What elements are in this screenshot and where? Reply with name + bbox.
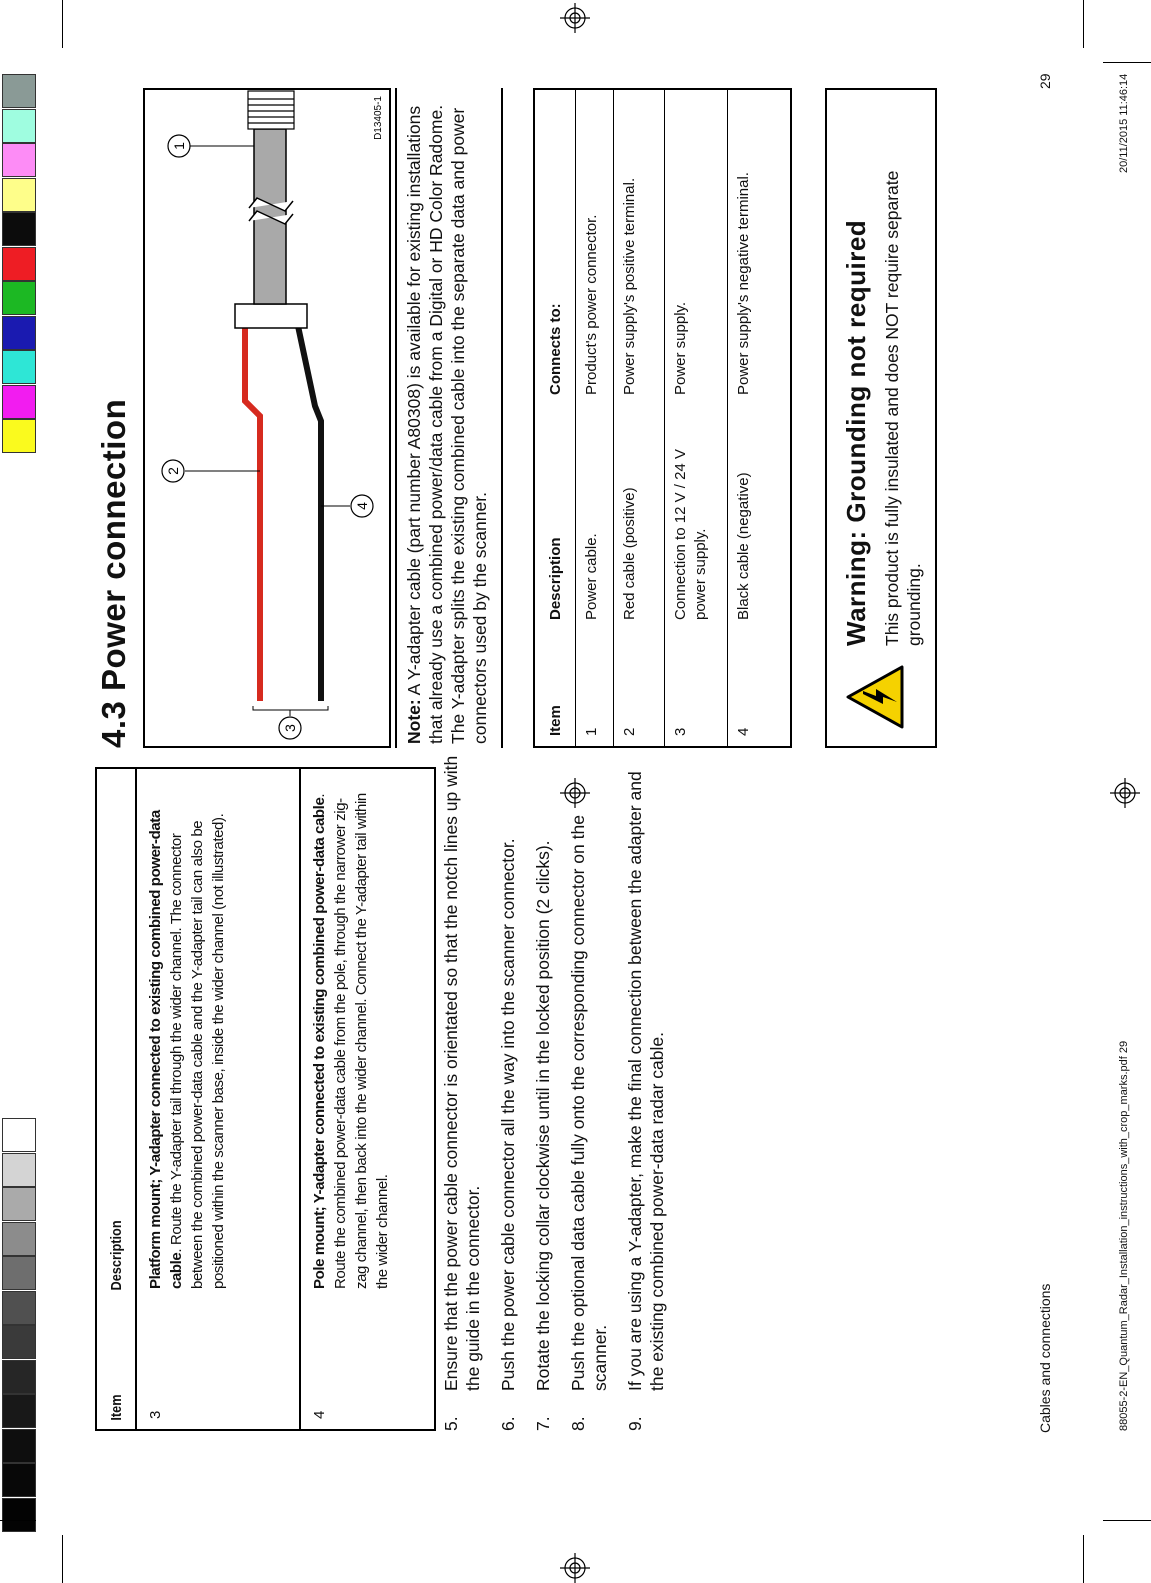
table-cell-item: 3	[665, 630, 728, 747]
print-slug-filename: 88055-2-EN_Quantum_Radar_Installation_instructions_with_crop_marks.pdf 29	[1118, 1040, 1130, 1431]
step-number: 6.	[498, 1416, 518, 1431]
table-header-description: Description	[96, 848, 136, 1299]
table-cell-description: Black cable (negative)	[728, 405, 792, 630]
note	[395, 88, 503, 748]
step-text: Push the optional data cable fully onto the corresponding connector on the scanner.	[568, 815, 610, 1391]
power-connector	[248, 91, 294, 129]
step-text: Rotate the locking collar clockwise until in the locked position (2 clicks).	[533, 840, 553, 1391]
table-cell-connects: Power supply's negative terminal.	[728, 89, 792, 405]
bracket	[253, 706, 328, 716]
table-row	[576, 89, 614, 747]
description-text: . Route the combined power-data cable from the pole, through the narrower zig-zag channel, then back into the wider channel. Connect the Y-adapter tail within the wider channel.	[311, 793, 391, 1289]
callout-2	[162, 460, 184, 482]
page-number: 29	[1037, 73, 1053, 89]
callout-3	[279, 717, 301, 739]
list-item	[497, 751, 519, 1431]
table-cell-item: 4	[728, 630, 792, 747]
print-slug-timestamp: 20/11/2015 11:46:14	[1118, 73, 1130, 173]
table-row	[300, 768, 435, 1430]
footer-section-name: Cables and connections	[1037, 1283, 1053, 1433]
step-number: 9.	[625, 1416, 645, 1431]
table-header-item: Item	[534, 630, 576, 747]
table-row	[136, 768, 300, 1430]
callout-label: 2	[165, 467, 181, 475]
warning-title: Warning: Grounding not required	[841, 219, 871, 646]
table-cell-description	[136, 768, 300, 1299]
table-cell-item: 2	[614, 630, 665, 747]
note-text: A Y-adapter cable (part number A80308) is available for existing installations that already use a combined power/data cable from a Digital or HD Color Radome. The Y-adapter splits the existing combined cable into the separate data and power connectors used by the scanner.	[404, 104, 490, 744]
cable-illustration	[145, 90, 389, 746]
table-row	[728, 89, 792, 747]
description-bold: Pole mount; Y-adapter connected to existing combined power-data cable	[311, 797, 328, 1289]
table-cell-connects: Power supply's positive terminal.	[614, 89, 665, 405]
callout-1	[168, 135, 190, 157]
table-header-item: Item	[96, 1319, 136, 1430]
table-cell-description	[300, 768, 435, 1299]
step-number: 7.	[533, 1416, 553, 1431]
table-cell-connects: Product's power connector.	[576, 89, 614, 405]
table-header-description: Description	[534, 405, 576, 630]
installation-steps	[440, 751, 681, 1431]
list-item	[532, 751, 554, 1431]
table-cell-connects: Power supply.	[665, 89, 728, 405]
power-cable-diagram	[143, 88, 391, 748]
black-cable	[298, 326, 321, 701]
list-item	[624, 751, 668, 1431]
callout-label: 3	[282, 724, 298, 732]
list-item	[440, 751, 484, 1431]
table-row	[665, 89, 728, 747]
warning-text: This product is fully insulated and does NOT require separate grounding.	[882, 170, 924, 646]
step-text: Push the power cable connector all the way into the scanner connector.	[498, 838, 518, 1391]
description-text: . Route the Y-adapter tail through the wider channel. The connector between the combined power-data cable and the Y-adapter tail can also be positioned within the scanner base, inside the wider channel (not illustrated).	[168, 813, 227, 1289]
red-cable	[245, 326, 260, 701]
warning-box	[825, 88, 937, 748]
step-text: Ensure that the power cable connector is orientated so that the notch lines up with the guide in the connector.	[441, 755, 483, 1391]
callout-label: 4	[354, 502, 370, 510]
table-cell-item: 4	[300, 1299, 435, 1430]
y-junction	[235, 304, 307, 328]
table-header-connects: Connects to:	[534, 89, 576, 405]
step-text: If you are using a Y-adapter, make the final connection between the adapter and the existing combined power-data radar cable.	[625, 771, 667, 1391]
callout-4	[351, 495, 373, 517]
table-row	[614, 89, 665, 747]
mounting-table	[95, 767, 436, 1431]
figure-code: D13405-1	[373, 96, 384, 140]
table-cell-description: Red cable (positive)	[614, 405, 665, 630]
table-cell-item: 3	[136, 1299, 300, 1430]
description-bold: Platform mount; Y-adapter connected to existing combined power-data cable	[147, 810, 185, 1289]
electrical-hazard-icon	[845, 664, 905, 730]
list-item	[567, 751, 611, 1431]
connections-table	[533, 88, 792, 748]
table-cell-item: 1	[576, 630, 614, 747]
table-cell-description: Connection to 12 V / 24 V power supply.	[665, 405, 728, 630]
step-number: 5.	[441, 1416, 461, 1431]
callout-label: 1	[171, 142, 187, 150]
step-number: 8.	[568, 1416, 588, 1431]
note-label: Note:	[404, 699, 424, 744]
section-title: 4.3 Power connection	[95, 398, 132, 748]
table-cell-description: Power cable.	[576, 405, 614, 630]
